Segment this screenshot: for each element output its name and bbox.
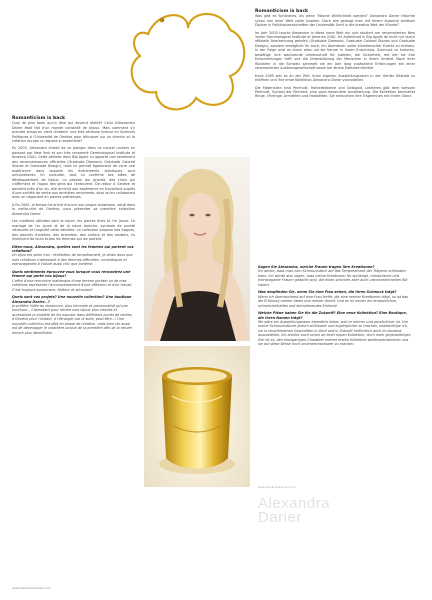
portrait-photo bbox=[144, 157, 250, 341]
german-paragraph: Ende 2005 war es an der Zeit, ihren eigenen Ausstellungsraum in der Genfer Altstadt zu eröffnen und ihre erste Kollektion Alexandra Darier vorzustellen. bbox=[255, 73, 415, 83]
french-question: Quels sentiments éprouvez-vous lorsque vous rencontrez une femme qui porte vos bijoux? bbox=[12, 269, 131, 279]
gold-cuff-bracelet-illustration bbox=[144, 346, 250, 487]
german-paragraph: Was gibt es Schöneres, als wenn Träume Wirklichkeit werden? Alexandra Darier träumte schon von einer Welt voller Juwelen. Doch wie gelangt man mit einem äusserst seriösen Diplom in Politikwissenschaften der Universität Genf in die kreative Welt der Künste? bbox=[255, 14, 415, 28]
german-heading: Romanticism is back bbox=[255, 9, 309, 14]
german-paragraph: Die Materialien sind Perlmutt, Halbedelsteine und Gelbgold. Letzteres gibt dem weissen Perlmutt, Symbol der Reinheit, eine ganz besondere Ausstrahlung. Die Kollektion beinhaltet Ringe, Ohrringe, Armreifen und Halsketten. Sie erleuchten ihre Trägerinnen mit ihrem Glanz. bbox=[255, 85, 415, 99]
german-interview-column bbox=[258, 262, 413, 347]
german-article-column bbox=[255, 9, 415, 102]
french-heading: Romanticism is back bbox=[12, 116, 66, 121]
french-paragraph: Quoi de plus beau qu'un rêve qui devient réalité? Celui d'Alexandra Darier était fait d'un monde constellé de bijoux. Mais comment s'y prendre lorsqu'on vient d'obtenir une très sérieuse licence en Sciences Politiques à l'Université de Genève pour bifurquer sur un chemin où la création occupe un espace si essentielle? bbox=[12, 121, 135, 144]
german-question: Welche Pläne haben Sie für die Zukunft? Eine neue Kollektion? Eine Boutique, die Ihren Namen trägt? bbox=[258, 311, 408, 320]
woman-portrait-illustration bbox=[144, 157, 250, 341]
french-question: Dites-nous, Alexandra, quelles sont les femmes qui portent vos créations? bbox=[12, 244, 134, 253]
brand-first-name: Alexandra bbox=[258, 495, 331, 512]
french-paragraph: A fin 2005, le temps fut arrivé d'ouvrir son propre showroom, situé dans la vieille-ville de Genève, pour présenter sa première collection Alexandra Darier. bbox=[12, 202, 135, 216]
brand-watermark bbox=[258, 497, 398, 525]
german-qa-item bbox=[258, 265, 413, 287]
french-answer: Un bijou est selon moi : révélateur de tempérament, je dirais alors que mes créations s'adressent à des femmes affirmées, romantiques et extravagantes à l'allure aussi chic que bohème. bbox=[12, 253, 133, 267]
french-answer: Je préfère l'idée du showroom, plus intimiste et personnalisé qu'une boutique... Cependant pour rendre mes bijoux plus visibles et accessibles je projette de les exposer dans différents points de ventes, à Genève pour l'instant, à l'étranger par la suite, peut-être...! Une nouvelle collection est déjà en phase de création, mais bien sûr aussi est de développer le caractère unique de la première afin de la rendre encore plus identifiable. bbox=[12, 303, 133, 335]
german-answer: Ich denke, dass man vom Schmuckstück auf das Temperament der Trägerin schliessen kann. Ich würde also sagen, dass meine Kreationen für sprützige, romantische und extravagante Frauen gedacht sind, die einen schicken aber auch unkonventionellen Stil haben. bbox=[258, 269, 408, 287]
photo-caption: www.alexandradarier.com bbox=[258, 486, 296, 489]
german-qa-item bbox=[258, 311, 413, 347]
german-answer: Wenn ich überraschend auf eine Frau treffe, die eine meiner Kreationen trägt, so ist das die Erfüllung meiner Ideen und meiner Arbeit. Und es ist immer ein erstaunliches, schmeichelhaftes und stimulierendes Erlebnis! bbox=[258, 294, 409, 308]
french-answer: L'effet d'une rencontre inattendue d'une femme portant un de mes créations représente l'accomplissement d'une réflexion et d'un travail. C'est toujours surprenant, flatteur et stimulant! bbox=[12, 278, 133, 292]
french-qa-item bbox=[12, 245, 135, 267]
french-question: Quels sont vos projets? Une nouvelle collection? Une boutique Alexandra Darier...? bbox=[12, 295, 132, 304]
german-question: Was empfinden Sie, wenn Sie eine Frau sehen, die Ihren Schmuck trägt? bbox=[258, 290, 397, 295]
german-paragraph: Im Jahr 2003 taucht Alexandra in diese neue Welt ein und studiert am renommierten New Yorker Gemmological Institute of America (GIA). Ihr Aufenthalt in Big Apple ist nicht nur durch offizielle Anerkennung gekrönt (Graduate Diamond, Graduate Colored Stones und Graduate Design), sondern ermöglicht ihr auch, ein Abenteuer voller künstlerischer Events zu erleben. In der Folge wird es durch alles um sie herum in ihrem Entschluss, Schmuck zu kreieren, bestätigt: ihre wachsende Leidenschaft für Juwelen, die Sicherheit, mit der sie ihre Entscheidungen trifft und die Unterstützung der Menschen in ihrem Umfeld. Nach ihrer Rückkehr in die Schweiz sammelt sie ein Jahr lang zusätzliche Erfahrungen bei einer renommierten Auktionsgesellschaft sowie bei einem Edelsteinhändler. bbox=[255, 30, 415, 71]
german-question: Sagen Sie Alexandra, welche Frauen tragen Ihre Kreationen? bbox=[258, 265, 375, 269]
bracelet-photo bbox=[144, 346, 250, 487]
german-answer: Mir wäre ein Ausstellungsraum eigentlich lieber, weil er intimer und persönlicher ist. Um meine Schmuckstücke jedoch sichtbarer und zugänglicher zu machen, beabsichtige ich, sie in verschiedenen Geschäften in Genf und in Zukunft hoffentlich auch im Ausland auszustellen. Ich arbeite auch schon an einer neuen Kollektion, doch mein gegenwärtiges Ziel ist es, den einzigartigen Charakter meiner ersten Kollektion weiterzuentwickeln und sie auf diese Weise noch unverwechselbarer zu machen. bbox=[258, 319, 411, 347]
french-qa-item bbox=[12, 270, 135, 292]
french-paragraph: Les matières utilisées sont la nacre, les pierres fines et l'or jaune. Le mariage de l'or jaune et de la nacre blanche, symbole de pureté retrouvée et magnifié cette dernière. La collection propose des bagues, des boucles d'oreilles, des bracelets, des colliers et des sautoirs, ils illuminent de leurs éclats les femmes qui les portent. bbox=[12, 219, 135, 242]
gold-necklace-illustration bbox=[118, 4, 254, 118]
french-paragraph: En 2003, Alexandra choisit de se plonger dans ce nouvel univers en passant par New York et son très renommé Gemmological Institute of America (GIA). Cette période dans Big Apple lui apporte non seulement des reconnaissances officielles (Graduate Diamond, Graduate Colored Stones et Graduate Design), mais lui permet également de vivre une expérience dans laquelle les événements artistiques sont omniprésents. En consulter, tout lui confirme ses idées de développement de bijoux. La passion qui grandit, des choix qui s'affirment et l'appui des gens qui l'entourent. De retour à Genève et pendant près d'un an, elle enrichit son expérience en travaillant auprès d'une société de vente aux enchères renommée, ainsi qu'en collaborant avec un négociant en pierres précieuses. bbox=[12, 146, 135, 200]
german-qa-item bbox=[258, 290, 413, 308]
footer-website-link[interactable]: www.alexandradarier.com bbox=[12, 586, 51, 590]
french-qa-item bbox=[12, 295, 135, 335]
french-article-column bbox=[12, 116, 135, 335]
brand-last-name: Darier bbox=[258, 509, 302, 526]
